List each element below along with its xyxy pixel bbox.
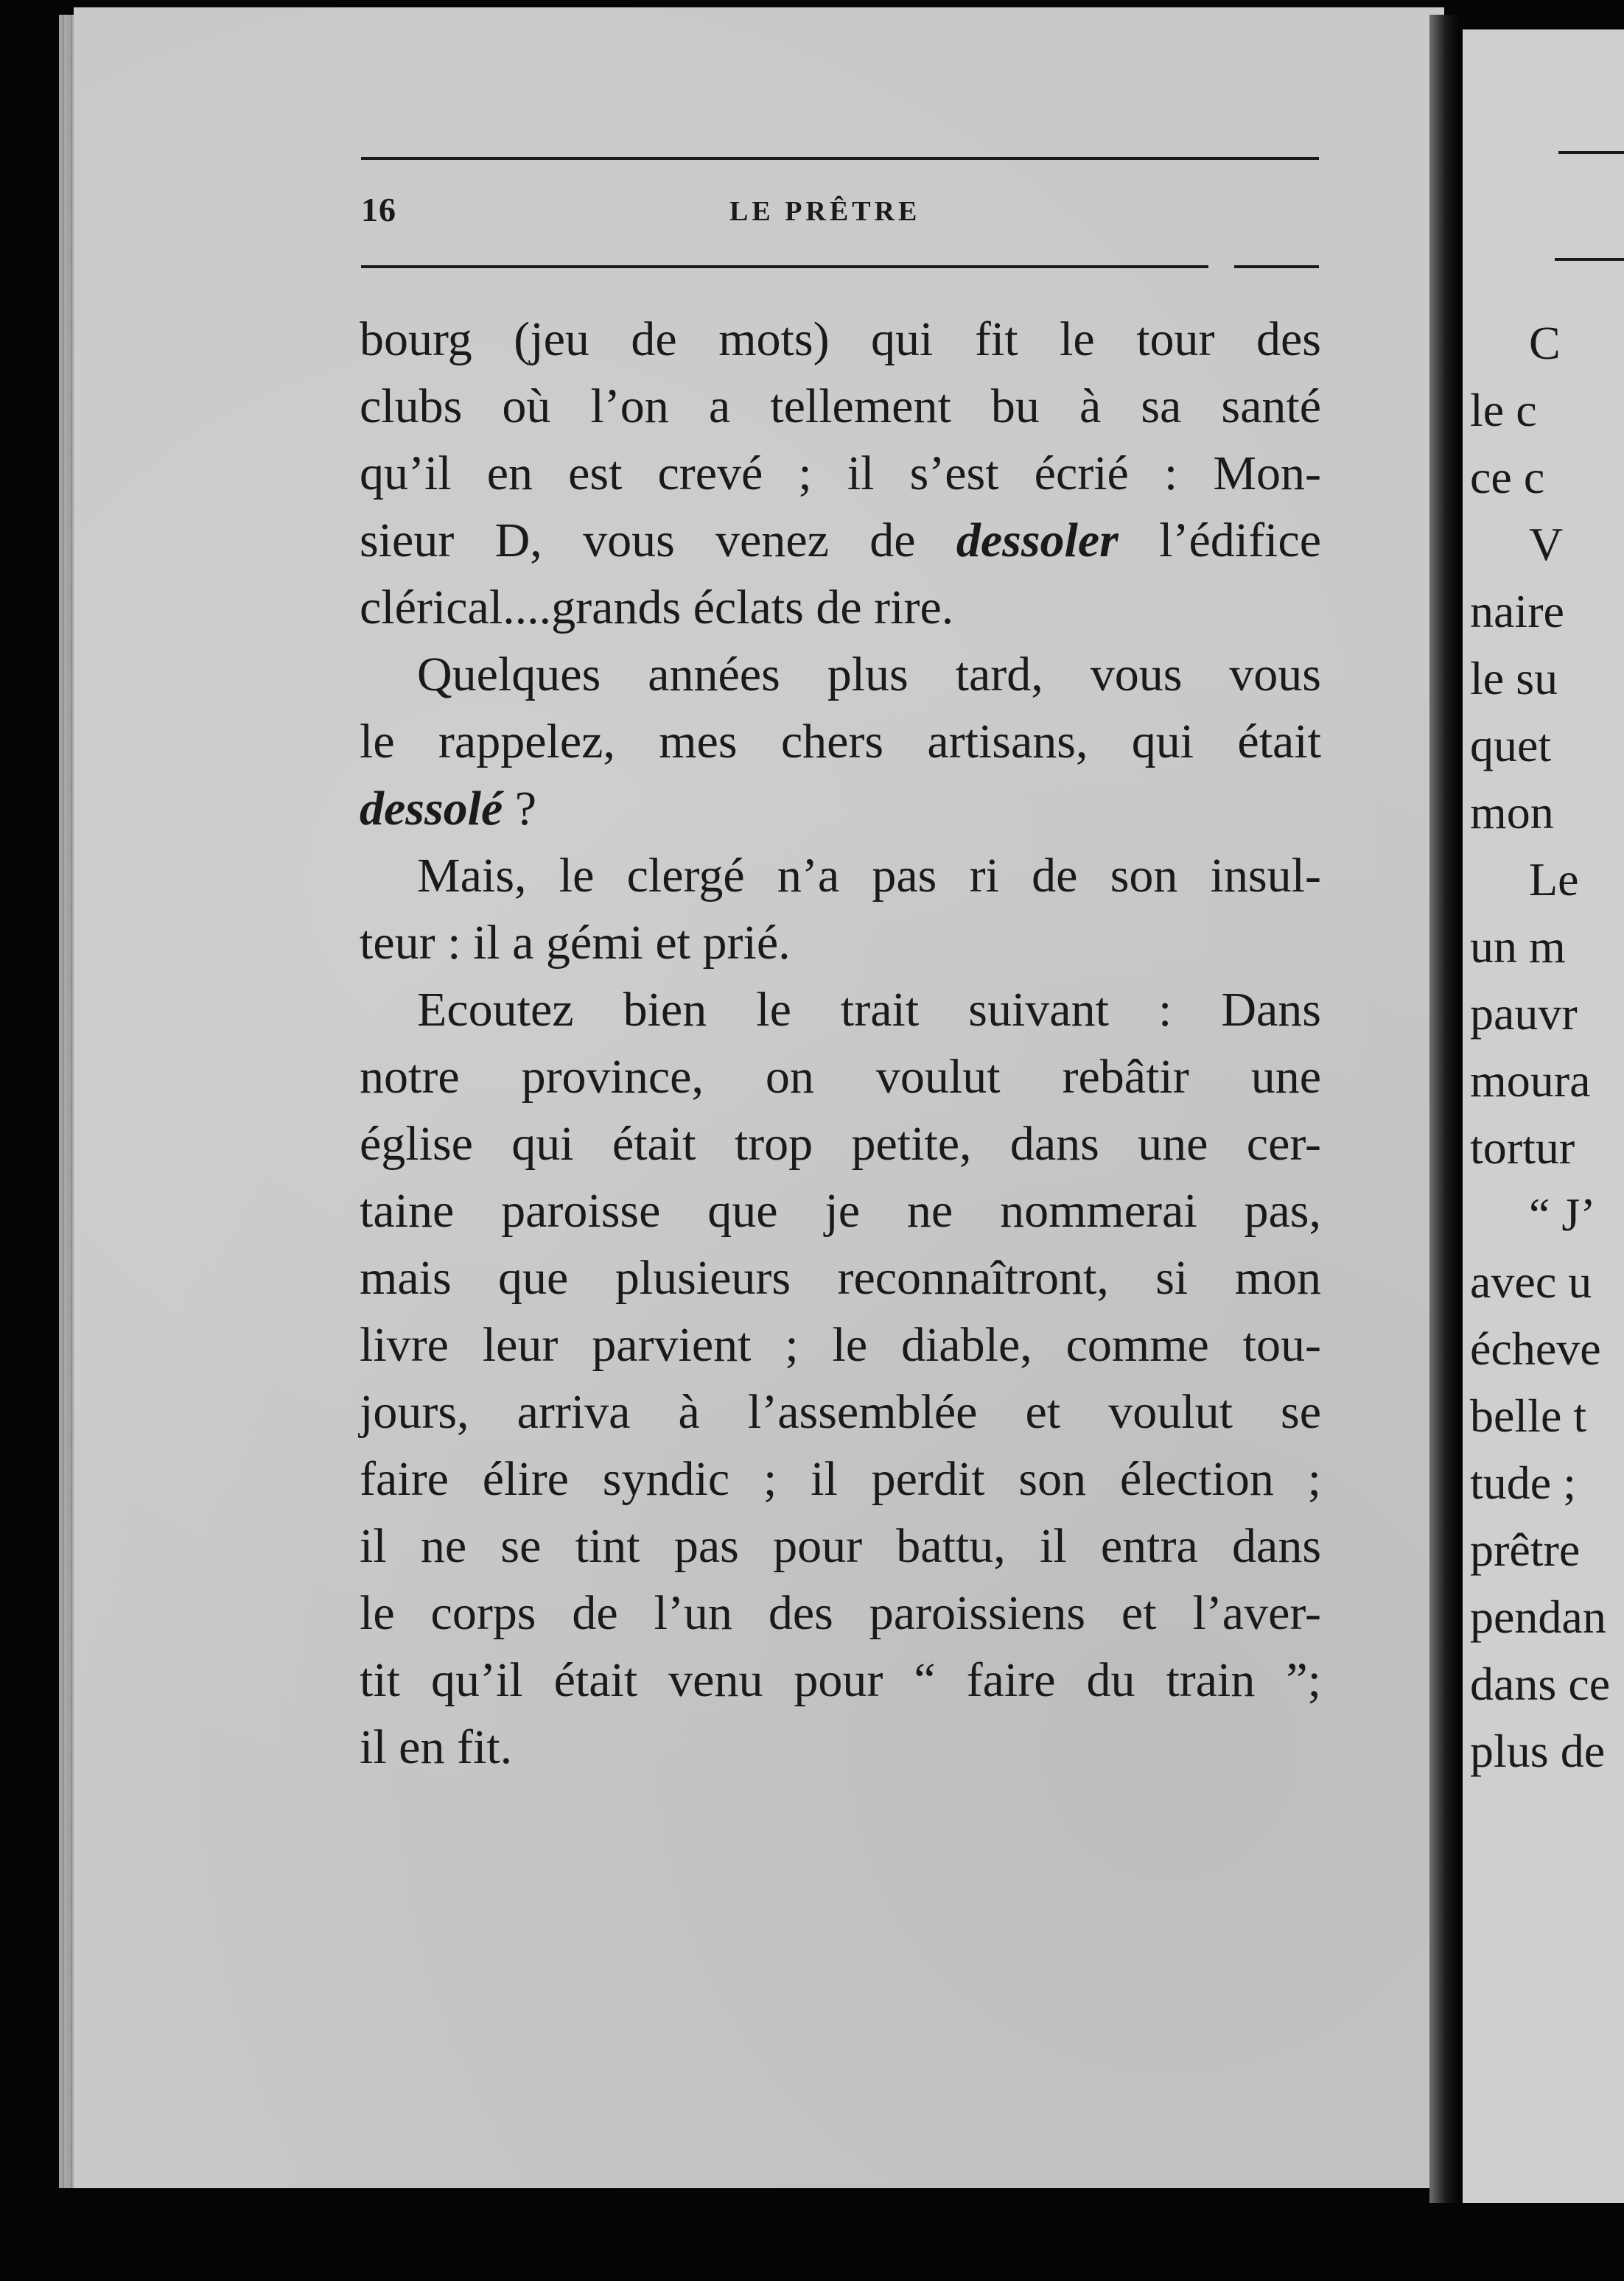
facing-page-text [1470, 309, 1624, 1784]
text-segment: église qui était trop petite, dans une cer- [360, 1117, 1321, 1171]
text-line [360, 373, 1321, 440]
facing-page-top-rule [1558, 151, 1624, 154]
facing-text-line: tude ; [1470, 1457, 1576, 1509]
header-bottom-rule-end [1234, 265, 1319, 268]
facing-text-line: moura [1470, 1054, 1591, 1107]
text-segment: clérical....grands éclats de rire. [360, 581, 954, 634]
text-segment: Mais, le clergé n’a pas ri de son insul- [417, 849, 1321, 903]
text-line [360, 1378, 1321, 1446]
text-line [360, 1580, 1321, 1647]
facing-text-line: pendan [1470, 1591, 1606, 1643]
text-segment: faire élire syndic ; il perdit son élection ; [360, 1452, 1321, 1506]
facing-text-line: “ J’ [1529, 1188, 1596, 1241]
text-line [360, 1647, 1321, 1714]
text-segment: mais que plusieurs reconnaîtront, si mon [360, 1251, 1321, 1305]
text-segment: bourg (jeu de mots) qui fit le tour des [360, 312, 1321, 366]
text-line [360, 306, 1321, 373]
text-line [360, 708, 1321, 775]
text-segment: ? [503, 782, 537, 835]
text-segment: Quelques années plus tard, vous vous [417, 648, 1321, 701]
text-segment: le corps de l’un des paroissiens et l’aver- [360, 1586, 1321, 1640]
text-line [360, 1446, 1321, 1513]
text-segment: sieur D, vous venez de [360, 514, 956, 567]
facing-text-line: prêtre [1470, 1524, 1581, 1576]
facing-text-line: dans ce [1470, 1658, 1611, 1710]
text-line [360, 976, 1321, 1043]
facing-text-line: le su [1470, 652, 1558, 704]
text-segment: taine paroisse que je ne nommerai pas, [360, 1184, 1321, 1238]
facing-text-line: C [1529, 317, 1561, 369]
facing-text-line: écheve [1470, 1322, 1601, 1375]
text-line [360, 1714, 1321, 1781]
text-line [360, 574, 1321, 641]
text-segment: il en fit. [360, 1720, 513, 1774]
facing-text-line: ce c [1470, 451, 1545, 503]
text-line [360, 507, 1321, 574]
text-segment: l’édifice [1118, 514, 1321, 567]
text-line [360, 775, 1321, 842]
header-bottom-rule [361, 265, 1208, 268]
text-line [360, 1244, 1321, 1311]
text-line [360, 909, 1321, 976]
text-line [360, 842, 1321, 909]
text-segment: qu’il en est crevé ; il s’est écrié : Mon- [360, 446, 1321, 500]
italic-word: dessolé [360, 782, 503, 835]
facing-text-line: belle t [1470, 1390, 1587, 1442]
text-segment: livre leur parvient ; le diable, comme tou- [360, 1318, 1321, 1372]
facing-text-line: pauvr [1470, 987, 1578, 1040]
text-line [360, 1311, 1321, 1378]
book-gutter [1429, 15, 1459, 2203]
facing-text-line: quet [1470, 719, 1552, 771]
facing-text-line: V [1529, 518, 1564, 570]
text-line [360, 1513, 1321, 1580]
text-segment: tit qu’il était venu pour “ faire du train ”; [360, 1653, 1321, 1707]
italic-word: dessoler [956, 514, 1119, 567]
text-line [360, 641, 1321, 708]
header-top-rule [361, 157, 1319, 160]
facing-text-line: tortur [1470, 1121, 1575, 1174]
facing-text-line: mon [1470, 786, 1554, 838]
facing-page-header-rule [1555, 258, 1624, 261]
text-segment: teur : il a gémi et prié. [360, 916, 791, 970]
facing-text-line: plus de [1470, 1725, 1606, 1777]
text-line [360, 1177, 1321, 1244]
page-number: 16 [361, 191, 396, 228]
text-line [360, 1043, 1321, 1110]
body-text [360, 306, 1321, 1781]
facing-text-line: Le [1529, 853, 1579, 905]
facing-text-line: naire [1470, 585, 1564, 637]
text-segment: notre province, on voulut rebâtir une [360, 1050, 1321, 1104]
text-segment: il ne se tint pas pour battu, il entra dans [360, 1519, 1321, 1573]
facing-page [1463, 29, 1624, 2203]
facing-text-line: le c [1470, 384, 1537, 436]
text-line [360, 1110, 1321, 1177]
text-line [360, 440, 1321, 507]
text-segment: jours, arriva à l’assemblée et voulut se [360, 1385, 1321, 1439]
running-head: LE PRÊTRE [729, 196, 921, 227]
text-segment: le rappelez, mes chers artisans, qui était [360, 715, 1321, 768]
facing-text-line: un m [1470, 920, 1566, 973]
text-segment: clubs où l’on a tellement bu à sa santé [360, 379, 1321, 433]
text-segment: Ecoutez bien le trait suivant : Dans [417, 983, 1321, 1037]
facing-text-line: avec u [1470, 1255, 1592, 1308]
